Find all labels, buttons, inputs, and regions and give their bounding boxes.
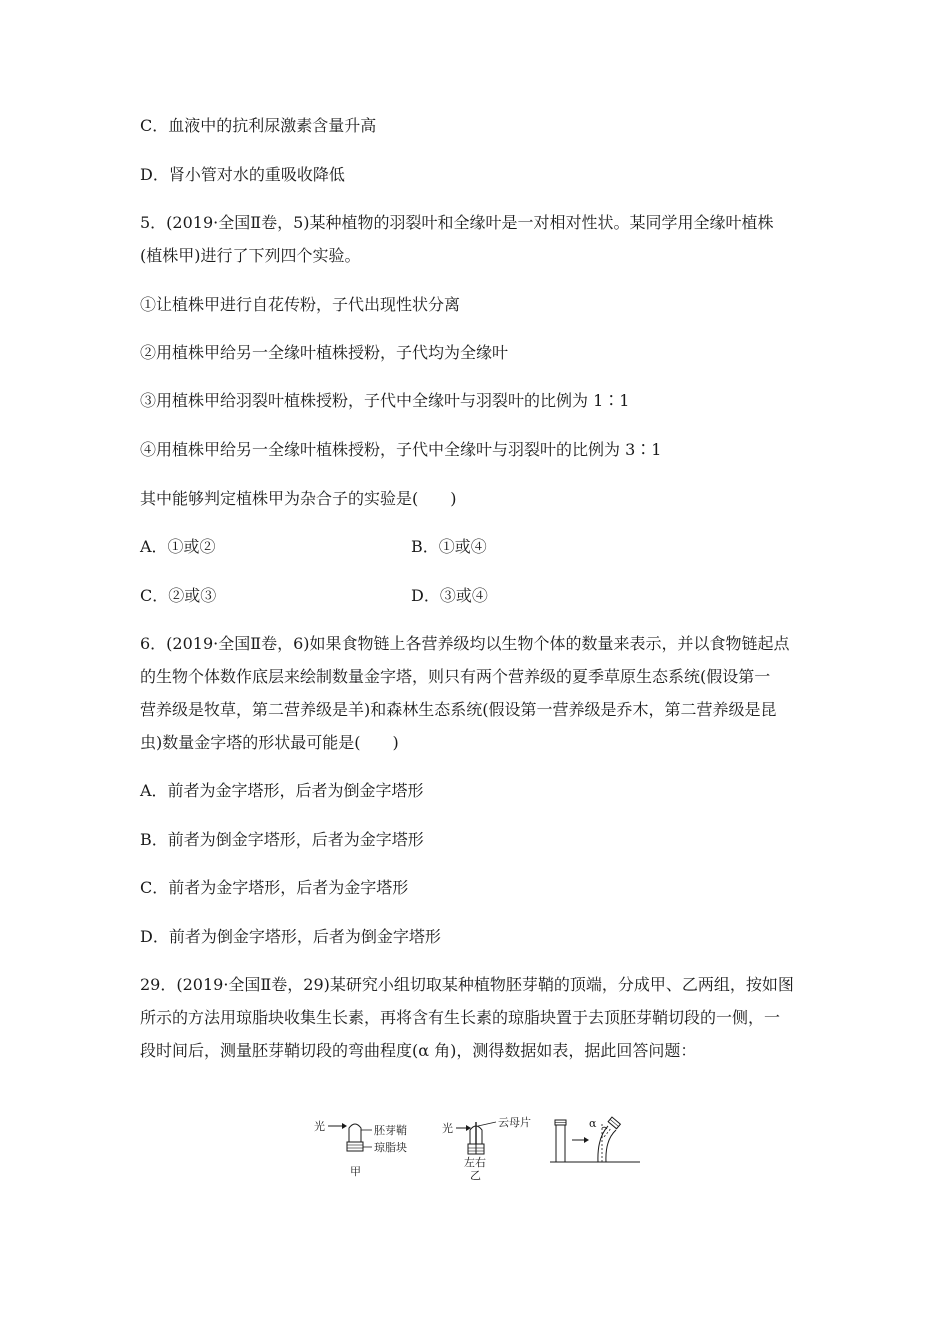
group-jia-label: 甲 — [350, 1165, 361, 1178]
q6-option-b: B．前者为倒金字塔形，后者为金字塔形 — [140, 830, 424, 849]
agar-block-jia — [347, 1142, 363, 1151]
q29-stem-line-2: 所示的方法用琼脂块收集生长素，再将含有生长素的琼脂块置于去顶胚芽鞘切段的一侧，一 — [140, 1008, 781, 1027]
coleoptile-label: 胚芽鞘 — [374, 1124, 407, 1137]
experiment-diagram — [300, 1118, 650, 1180]
q29-stem-line-3: 段时间后，测量胚芽鞘切段的弯曲程度(α 角)，测得数据如表，据此回答问题： — [140, 1041, 697, 1060]
process-arrowhead — [584, 1137, 589, 1143]
q5-option-d: D．③或④ — [411, 586, 488, 605]
left-right-label: 左右 — [464, 1156, 486, 1169]
q5-stem-line-1: 5．(2019·全国Ⅱ卷，5)某种植物的羽裂叶和全缘叶是一对相对性状。某同学用全缘叶植株 — [140, 213, 774, 232]
experiment-figure — [300, 1118, 650, 1180]
bent-segment-left — [598, 1126, 608, 1162]
q6-stem-line-4: 虫)数量金字塔的形状最可能是( ) — [140, 733, 399, 752]
q6-stem-line-3: 营养级是牧草，第二营养级是羊)和森林生态系统(假设第一营养级是乔木，第二营养级是昆 — [140, 700, 777, 719]
q6-stem-line-1: 6．(2019·全国Ⅱ卷，6)如果食物链上各营养级均以生物个体的数量来表示，并以食物链起点 — [140, 634, 790, 653]
q6-option-c: C．前者为金字塔形，后者为金字塔形 — [140, 878, 409, 897]
q5-option-a: A．①或② — [140, 537, 216, 556]
agar-label: 琼脂块 — [374, 1141, 407, 1154]
q29-stem-line-1: 29．(2019·全国Ⅱ卷，29)某研究小组切取某种植物胚芽鞘的顶端，分成甲、乙两组，按如图 — [140, 975, 794, 994]
q5-experiment-2: ②用植株甲给另一全缘叶植株授粉，子代均为全缘叶 — [140, 343, 509, 362]
q6-option-a: A．前者为金字塔形，后者为倒金字塔形 — [140, 781, 424, 800]
q6-stem-line-2: 的生物个体数作底层来绘制数量金字塔，则只有两个营养级的夏季草原生态系统(假设第一 — [140, 667, 771, 686]
q5-experiment-4: ④用植株甲给另一全缘叶植株授粉，子代中全缘叶与羽裂叶的比例为 3∶1 — [140, 440, 662, 459]
q5-question: 其中能够判定植株甲为杂合子的实验是( ) — [140, 489, 457, 508]
q6-option-d: D．前者为倒金字塔形，后者为倒金字塔形 — [140, 927, 441, 946]
q5-option-c: C．②或③ — [140, 586, 217, 605]
q5-experiment-3: ③用植株甲给羽裂叶植株授粉，子代中全缘叶与羽裂叶的比例为 1∶1 — [140, 391, 630, 410]
alpha-label: α — [589, 1117, 597, 1130]
mica-label: 云母片 — [498, 1116, 531, 1129]
bent-segment-right — [606, 1130, 616, 1162]
q5-experiment-1: ①让植株甲进行自花传粉，子代出现性状分离 — [140, 295, 461, 314]
light-label-jia: 光 — [314, 1120, 325, 1133]
mica-pointer — [478, 1122, 496, 1126]
q5-option-b: B．①或④ — [411, 537, 487, 556]
light-label-yi: 光 — [442, 1122, 453, 1135]
agar-block-left — [468, 1144, 476, 1154]
light-arrowhead-jia — [342, 1123, 347, 1129]
group-yi-label: 乙 — [470, 1169, 481, 1182]
coleoptile-segment — [556, 1125, 565, 1162]
agar-block-right — [476, 1144, 484, 1154]
q4-option-c: C．血液中的抗利尿激素含量升高 — [140, 116, 377, 135]
coleoptile-tip-jia — [349, 1124, 361, 1142]
q4-option-d: D．肾小管对水的重吸收降低 — [140, 165, 345, 184]
q5-stem-line-2: (植株甲)进行了下列四个实验。 — [140, 246, 361, 265]
tilted-agar-block — [608, 1117, 620, 1129]
